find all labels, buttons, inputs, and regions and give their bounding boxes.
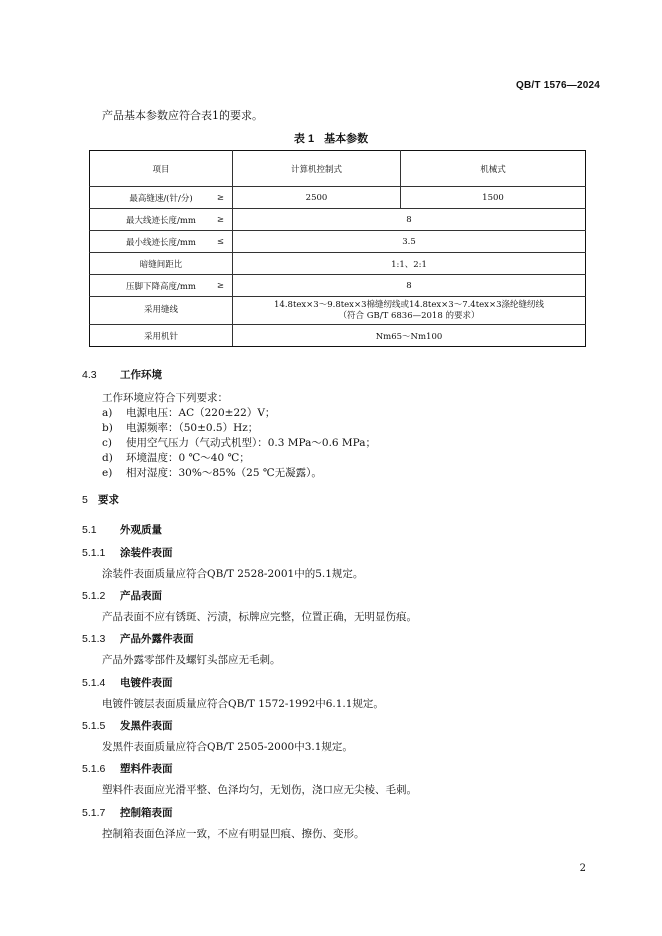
- table-cell-value: Nm65～Nm100: [233, 325, 586, 347]
- table-row: [90, 297, 586, 325]
- list-item: e) 相对湿度：30%～85%（25 ℃无凝露）。: [102, 467, 322, 479]
- page-number: 2: [579, 863, 586, 874]
- list-item: d) 环境温度：0 ℃～40 ℃；: [102, 452, 250, 464]
- table-cell-item: 压脚下降高度/mm ≥: [90, 275, 233, 297]
- table-cell-item: 采用机针: [90, 325, 233, 347]
- table-cell-item: 最小线迹长度/mm ≤: [90, 231, 233, 253]
- table-cell-value: 3.5: [233, 231, 586, 253]
- section-5-1-heading: 5.1 外观质量: [82, 524, 162, 536]
- table-header-computer: 计算机控制式: [233, 151, 401, 187]
- subsection-text: 涂装件表面质量应符合QB/T 2528-2001中的5.1规定。: [102, 568, 364, 580]
- subsection-heading: 5.1.1 涂装件表面: [82, 547, 173, 559]
- table-row: [90, 325, 586, 347]
- section-4-3-intro: 工作环境应符合下列要求：: [102, 392, 228, 404]
- table-row: [90, 231, 586, 253]
- table-cell-value: 14.8tex×3～9.8tex×3棉缝纫线或14.8tex×3～7.4tex×3涤纶缝纫线 （符合 GB/T 6836—2018 的要求）: [233, 297, 586, 325]
- table-cell-symbol: ≥: [216, 192, 224, 203]
- subsection-heading: 5.1.6 塑料件表面: [82, 763, 173, 775]
- table-header-mechanical: 机械式: [401, 151, 586, 187]
- subsection-heading: 5.1.2 产品表面: [82, 590, 162, 602]
- subsection-heading: 5.1.5 发黑件表面: [82, 720, 173, 732]
- table-caption: [0, 130, 662, 146]
- table-cell-value: 8: [233, 209, 586, 231]
- table-row: [90, 275, 586, 297]
- table-cell-value: 2500: [233, 187, 401, 209]
- subsection-heading: 5.1.4 电镀件表面: [82, 677, 173, 689]
- table-row: [90, 187, 586, 209]
- table-row: [90, 253, 586, 275]
- subsection-text: 控制箱表面色泽应一致，不应有明显凹痕、擦伤、变形。: [102, 828, 365, 840]
- table-cell-value: 1500: [401, 187, 586, 209]
- table-cell-item: 最大线迹长度/mm ≥: [90, 209, 233, 231]
- table-caption-number: 表 1: [293, 133, 315, 145]
- table-cell-symbol: ≤: [216, 236, 224, 247]
- subsection-text: 电镀件镀层表面质量应符合QB/T 1572-1992中6.1.1规定。: [102, 698, 384, 710]
- list-item: a) 电源电压：AC（220±22）V；: [102, 407, 276, 419]
- table-caption-title: 基本参数: [324, 133, 369, 145]
- list-item: b) 电源频率：（50±0.5）Hz；: [102, 422, 259, 434]
- subsection-heading: 5.1.3 产品外露件表面: [82, 633, 194, 645]
- list-item: c) 使用空气压力（气动式机型）：0.3 MPa～0.6 MPa；: [102, 437, 377, 449]
- intro-text: 产品基本参数应符合表1的要求。: [102, 109, 263, 122]
- table-row: [90, 209, 586, 231]
- table-cell-symbol: ≥: [216, 214, 224, 225]
- table-cell-value: 1:1、2:1: [233, 253, 586, 275]
- subsection-text: 产品外露零部件及螺钉头部应无毛刺。: [102, 654, 281, 666]
- section-5-heading: 5 要求: [82, 494, 119, 506]
- subsection-text: 塑料件表面应光滑平整、色泽均匀，无划伤，浇口应无尖棱、毛刺。: [102, 784, 417, 796]
- parameters-table: [89, 150, 586, 347]
- subsection-heading: 5.1.7 控制箱表面: [82, 807, 173, 819]
- table-header-item: 项目: [90, 151, 233, 187]
- table-cell-value: 8: [233, 275, 586, 297]
- table-cell-symbol: ≥: [216, 280, 224, 291]
- table-cell-item: 采用缝线: [90, 297, 233, 325]
- table-cell-item: 最高缝速/(针/分) ≥: [90, 187, 233, 209]
- standard-code: QB/T 1576—2024: [516, 80, 600, 91]
- section-4-3-heading: 4.3 工作环境: [82, 369, 162, 381]
- subsection-text: 发黑件表面质量应符合QB/T 2505-2000中3.1规定。: [102, 741, 353, 753]
- table-cell-item: 暗缝间距比: [90, 253, 233, 275]
- subsection-text: 产品表面不应有锈斑、污渍，标牌应完整，位置正确，无明显伤痕。: [102, 611, 417, 623]
